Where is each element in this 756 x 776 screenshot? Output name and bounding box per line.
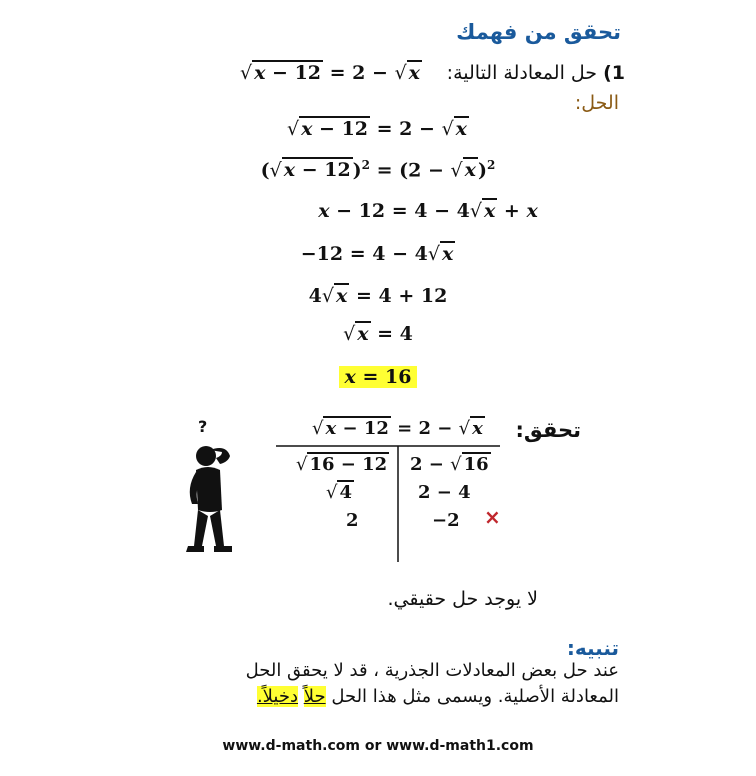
step-2: (√ x − 12 )$^2$ = (2 − √ x )$^2$	[260, 158, 496, 182]
note-highlight-a: حلاً	[303, 686, 326, 707]
verify-equation: √ x − 12 = 2 − √ x	[312, 418, 483, 439]
solution-label: الحل:	[574, 92, 619, 114]
page-title: تحقق من فهمك	[456, 20, 621, 44]
verify-right-3: −2	[432, 510, 460, 531]
verify-right-1: 2 − √ 16	[410, 454, 489, 475]
footer-links: www.d-math.com or www.d-math1.com	[222, 738, 534, 754]
question-text: حل المعادلة التالية:	[446, 62, 598, 84]
step-4: −12 = 4 − 4√ x	[300, 243, 454, 265]
step-5: 4√ x = 4 + 12	[308, 285, 448, 307]
svg-text:?: ?	[198, 418, 208, 436]
step-1: √ x − 12 = 2 − √ x	[287, 118, 467, 140]
note-label: تنبيه:	[566, 636, 619, 660]
thinking-man-icon	[180, 418, 250, 568]
verify-left-1: √ 16 − 12	[296, 454, 388, 475]
note-highlight-b: دخيلاً.	[256, 686, 298, 707]
verify-left-2: √ 4	[326, 482, 353, 503]
question-equation: √ x − 12 = 2 − √ x	[240, 62, 420, 84]
note-line-1: عند حل بعض المعادلات الجذرية ، قد لا يحقق الحل	[245, 660, 619, 681]
verify-left-3: 2	[346, 510, 359, 531]
result-value: 16	[385, 366, 412, 388]
question-number: 1)	[603, 62, 625, 84]
step-6: √ x = 4	[343, 323, 413, 345]
wrong-mark: ×	[484, 505, 501, 529]
step-3: x − 12 = 4 − 4√ x + x	[318, 200, 538, 222]
note-line-2-text: المعادلة الأصلية. ويسمى مثل هذا الحل	[325, 686, 619, 707]
verify-right-2: 2 − 4	[418, 482, 471, 503]
step-7-result: x = 16	[0, 366, 756, 388]
conclusion-text: لا يوجد حل حقيقي.	[387, 588, 538, 610]
note-line-2	[257, 686, 619, 707]
verify-label: تحقق:	[515, 418, 581, 442]
